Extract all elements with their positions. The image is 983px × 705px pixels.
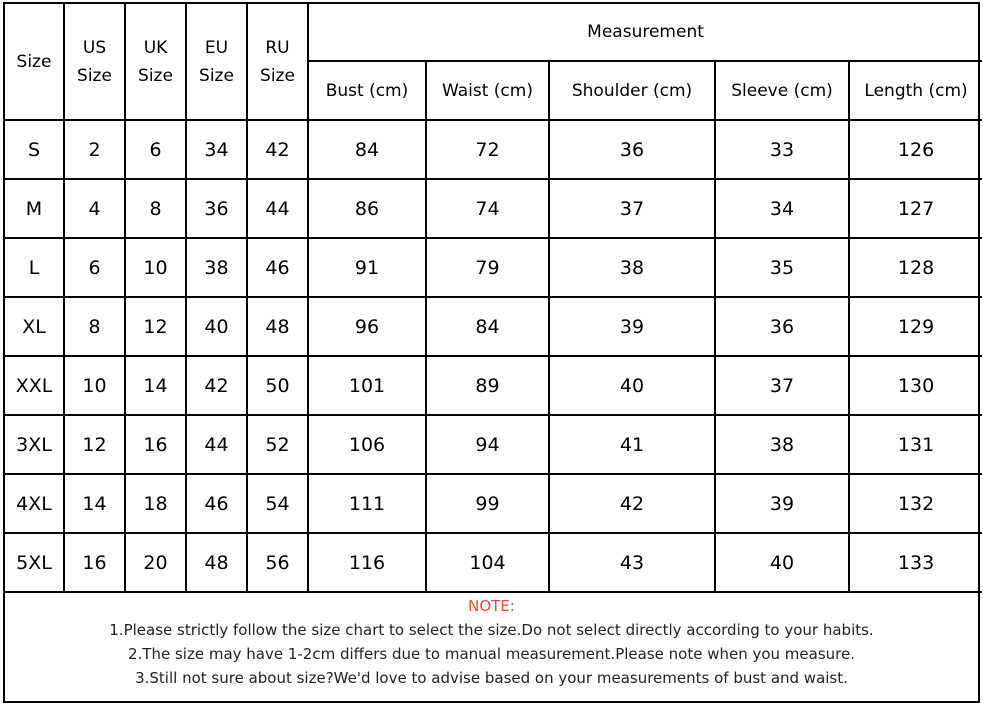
cell-eu: 34 (186, 120, 247, 179)
cell-eu: 38 (186, 238, 247, 297)
cell-length: 126 (849, 120, 982, 179)
cell-uk: 10 (125, 238, 186, 297)
cell-waist: 94 (426, 415, 549, 474)
cell-ru: 44 (247, 179, 308, 238)
cell-size: M (5, 179, 64, 238)
cell-size: L (5, 238, 64, 297)
cell-size: XL (5, 297, 64, 356)
note-line-1: 1.Please strictly follow the size chart to select the size.Do not select directly according to your habits. (109, 621, 874, 639)
cell-eu: 48 (186, 533, 247, 592)
cell-uk: 12 (125, 297, 186, 356)
cell-uk: 8 (125, 179, 186, 238)
cell-uk: 6 (125, 120, 186, 179)
cell-waist: 79 (426, 238, 549, 297)
note-line-2: 2.The size may have 1-2cm differs due to manual measurement.Please note when you measure. (128, 645, 855, 663)
cell-us: 8 (64, 297, 125, 356)
table-row (5, 238, 982, 297)
cell-sleeve: 39 (715, 474, 849, 533)
cell-sleeve: 33 (715, 120, 849, 179)
cell-shoulder: 39 (549, 297, 715, 356)
cell-eu: 46 (186, 474, 247, 533)
cell-length: 132 (849, 474, 982, 533)
cell-uk: 18 (125, 474, 186, 533)
cell-eu: 36 (186, 179, 247, 238)
size-rows (5, 120, 982, 592)
cell-waist: 99 (426, 474, 549, 533)
cell-shoulder: 41 (549, 415, 715, 474)
header-us-size: US Size (64, 4, 125, 120)
cell-us: 6 (64, 238, 125, 297)
cell-us: 16 (64, 533, 125, 592)
header-length: Length (cm) (849, 61, 982, 120)
cell-bust: 91 (308, 238, 426, 297)
note-line-3: 3.Still not sure about size?We'd love to advise based on your measurements of bust and waist. (135, 669, 848, 687)
cell-shoulder: 43 (549, 533, 715, 592)
header-eu-size: EU Size (186, 4, 247, 120)
header-row (5, 4, 982, 61)
cell-sleeve: 35 (715, 238, 849, 297)
header-size: Size (5, 4, 64, 120)
cell-uk: 20 (125, 533, 186, 592)
header-waist: Waist (cm) (426, 61, 549, 120)
cell-sleeve: 40 (715, 533, 849, 592)
cell-length: 131 (849, 415, 982, 474)
cell-ru: 46 (247, 238, 308, 297)
cell-waist: 104 (426, 533, 549, 592)
header-measurement: Measurement (308, 4, 982, 61)
table-row (5, 356, 982, 415)
note-title: NOTE: (468, 597, 515, 615)
cell-sleeve: 38 (715, 415, 849, 474)
cell-ru: 52 (247, 415, 308, 474)
cell-us: 4 (64, 179, 125, 238)
cell-size: S (5, 120, 64, 179)
cell-shoulder: 36 (549, 120, 715, 179)
cell-waist: 72 (426, 120, 549, 179)
cell-size: 4XL (5, 474, 64, 533)
cell-shoulder: 38 (549, 238, 715, 297)
cell-bust: 116 (308, 533, 426, 592)
cell-bust: 86 (308, 179, 426, 238)
cell-size: 5XL (5, 533, 64, 592)
cell-eu: 44 (186, 415, 247, 474)
header-ru-size: RU Size (247, 4, 308, 120)
cell-uk: 16 (125, 415, 186, 474)
header-bust: Bust (cm) (308, 61, 426, 120)
size-table (5, 4, 982, 593)
header-shoulder: Shoulder (cm) (549, 61, 715, 120)
cell-length: 128 (849, 238, 982, 297)
header-sleeve: Sleeve (cm) (715, 61, 849, 120)
cell-shoulder: 37 (549, 179, 715, 238)
table-row (5, 533, 982, 592)
cell-us: 12 (64, 415, 125, 474)
cell-bust: 96 (308, 297, 426, 356)
table-row (5, 415, 982, 474)
cell-sleeve: 36 (715, 297, 849, 356)
cell-ru: 48 (247, 297, 308, 356)
cell-ru: 42 (247, 120, 308, 179)
cell-ru: 50 (247, 356, 308, 415)
cell-us: 10 (64, 356, 125, 415)
cell-shoulder: 40 (549, 356, 715, 415)
cell-bust: 106 (308, 415, 426, 474)
cell-length: 127 (849, 179, 982, 238)
cell-eu: 40 (186, 297, 247, 356)
notes (5, 593, 978, 690)
table-row (5, 474, 982, 533)
table-row (5, 179, 982, 238)
cell-length: 130 (849, 356, 982, 415)
cell-eu: 42 (186, 356, 247, 415)
cell-size: XXL (5, 356, 64, 415)
cell-waist: 74 (426, 179, 549, 238)
size-chart (3, 2, 980, 703)
cell-us: 14 (64, 474, 125, 533)
table-row (5, 297, 982, 356)
cell-length: 129 (849, 297, 982, 356)
cell-ru: 56 (247, 533, 308, 592)
table-row (5, 120, 982, 179)
cell-sleeve: 37 (715, 356, 849, 415)
cell-ru: 54 (247, 474, 308, 533)
cell-bust: 101 (308, 356, 426, 415)
cell-waist: 84 (426, 297, 549, 356)
cell-uk: 14 (125, 356, 186, 415)
cell-bust: 111 (308, 474, 426, 533)
header-uk-size: UK Size (125, 4, 186, 120)
cell-bust: 84 (308, 120, 426, 179)
cell-length: 133 (849, 533, 982, 592)
cell-waist: 89 (426, 356, 549, 415)
cell-us: 2 (64, 120, 125, 179)
cell-sleeve: 34 (715, 179, 849, 238)
cell-size: 3XL (5, 415, 64, 474)
cell-shoulder: 42 (549, 474, 715, 533)
